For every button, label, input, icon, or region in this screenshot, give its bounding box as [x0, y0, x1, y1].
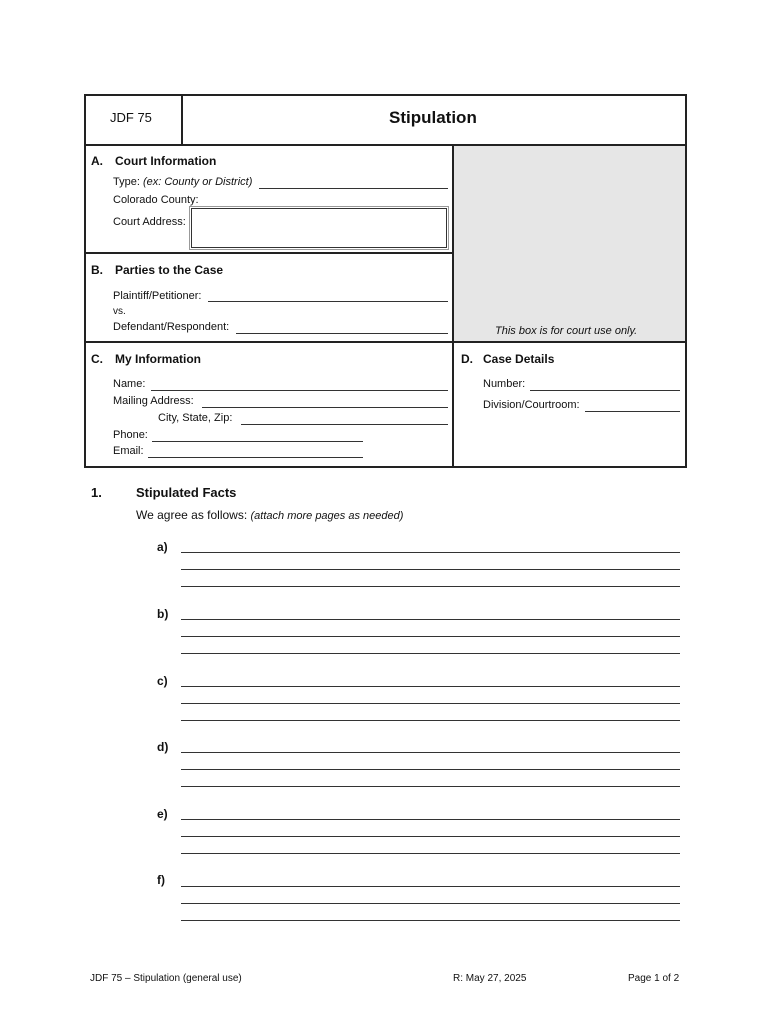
- fact-line[interactable]: [181, 769, 680, 770]
- section-a-heading: Court Information: [115, 154, 217, 168]
- section-d-letter: D.: [461, 352, 473, 366]
- fact-line[interactable]: [181, 920, 680, 921]
- fact-line[interactable]: [181, 786, 680, 787]
- defendant-field[interactable]: [236, 333, 448, 334]
- section-1-number: 1.: [91, 485, 102, 500]
- defendant-label: Defendant/Respondent:: [113, 321, 230, 333]
- fact-line[interactable]: [181, 819, 680, 820]
- section-b-heading: Parties to the Case: [115, 263, 224, 277]
- fact-line[interactable]: [181, 636, 680, 637]
- fact-line[interactable]: [181, 703, 680, 704]
- fact-line[interactable]: [181, 836, 680, 837]
- fact-line[interactable]: [181, 619, 680, 620]
- header-box: [84, 94, 687, 146]
- fact-line[interactable]: [181, 569, 680, 570]
- section-1-intro: [136, 509, 403, 523]
- phone-label: Phone:: [113, 429, 148, 441]
- phone-field[interactable]: [152, 441, 363, 442]
- fact-line[interactable]: [181, 552, 680, 553]
- fact-line[interactable]: [181, 903, 680, 904]
- case-number-field[interactable]: [530, 390, 680, 391]
- division-field[interactable]: [585, 411, 680, 412]
- fact-label: d): [157, 740, 169, 754]
- county-field[interactable]: [202, 206, 448, 207]
- court-type-field[interactable]: [259, 188, 448, 189]
- fact-label: c): [157, 674, 168, 688]
- fact-line[interactable]: [181, 653, 680, 654]
- name-label: Name:: [113, 378, 146, 390]
- fact-label: a): [157, 540, 168, 554]
- court-type-label: [113, 176, 252, 189]
- email-label: Email:: [113, 445, 144, 457]
- case-number-label: Number:: [483, 378, 526, 390]
- intro-text: We agree as follows:: [136, 508, 248, 522]
- footer-revision: R: May 27, 2025: [453, 973, 527, 984]
- form-id: JDF 75: [110, 110, 152, 125]
- mailing-field[interactable]: [202, 407, 448, 408]
- footer-form-name: JDF 75 – Stipulation (general use): [90, 973, 242, 984]
- footer-page: Page 1 of 2: [628, 973, 680, 984]
- intro-hint: (attach more pages as needed): [250, 510, 404, 522]
- fact-line[interactable]: [181, 720, 680, 721]
- court-use-note: This box is for court use only.: [495, 325, 638, 337]
- fact-line[interactable]: [181, 686, 680, 687]
- fact-line[interactable]: [181, 586, 680, 587]
- name-field[interactable]: [151, 390, 448, 391]
- court-address-label: Court Address:: [113, 216, 186, 228]
- section-b-letter: B.: [91, 263, 103, 277]
- vertical-divider: [452, 144, 454, 468]
- section-d-heading: Case Details: [483, 352, 555, 366]
- section-1-heading: Stipulated Facts: [136, 485, 237, 500]
- fact-label: e): [157, 807, 168, 821]
- section-c-heading: My Information: [115, 352, 201, 366]
- court-use-box: [454, 146, 685, 341]
- fact-label: f): [157, 873, 165, 887]
- plaintiff-label: Plaintiff/Petitioner:: [113, 290, 202, 302]
- court-address-field[interactable]: [191, 208, 447, 248]
- section-a-letter: A.: [91, 154, 103, 168]
- section-c-letter: C.: [91, 352, 103, 366]
- fact-line[interactable]: [181, 752, 680, 753]
- court-type-label-text: Type:: [113, 176, 140, 188]
- header-divider: [181, 94, 183, 146]
- fact-line[interactable]: [181, 886, 680, 887]
- fact-line[interactable]: [181, 853, 680, 854]
- city-field[interactable]: [241, 424, 448, 425]
- vs-label: vs.: [113, 306, 126, 317]
- divider-ab: [84, 252, 454, 254]
- mailing-label: Mailing Address:: [113, 395, 194, 407]
- county-label: Colorado County:: [113, 194, 199, 206]
- division-label: Division/Courtroom:: [483, 399, 580, 411]
- email-field[interactable]: [148, 457, 363, 458]
- plaintiff-field[interactable]: [208, 301, 448, 302]
- fact-label: b): [157, 607, 169, 621]
- court-type-hint: (ex: County or District): [142, 176, 253, 188]
- divider-bc: [84, 341, 687, 343]
- city-label: City, State, Zip:: [158, 412, 233, 424]
- page-title: Stipulation: [389, 108, 477, 127]
